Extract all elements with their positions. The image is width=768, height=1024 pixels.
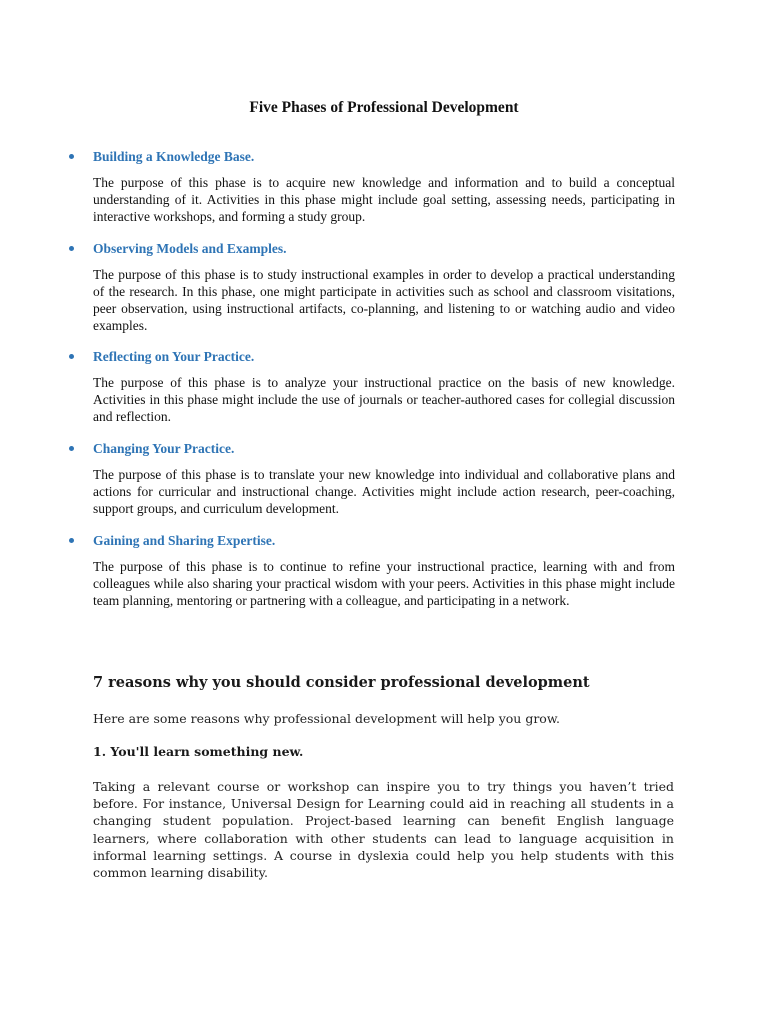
bullet-icon <box>69 154 74 159</box>
bullet-icon <box>69 446 74 451</box>
bullet-icon <box>69 354 74 359</box>
phase-heading-text: Gaining and Sharing Expertise. <box>93 533 276 548</box>
phase-heading-text: Building a Knowledge Base. <box>93 149 255 164</box>
phase-body: The purpose of this phase is to study instructional examples in order to develop a practical understanding of the research. In this phase, one might participate in activities such as school and classroom visitations, peer observation, using instructional artifacts, co-planning, and listening to or watching audio and video examples. <box>93 267 675 333</box>
phase-heading <box>93 148 675 165</box>
phase-body: The purpose of this phase is to acquire new knowledge and information and to build a conceptual understanding of it. Activities in this phase might include goal setting, assessing needs, participating in interactive workshops, and forming a study group. <box>93 175 675 224</box>
phase-heading-text: Changing Your Practice. <box>93 441 235 456</box>
phase-item <box>93 348 675 425</box>
phase-heading <box>93 348 675 365</box>
phase-heading <box>93 440 675 457</box>
phase-heading <box>93 240 675 257</box>
reasons-heading: 7 reasons why you should consider professional development <box>93 674 590 691</box>
phase-item <box>93 240 675 334</box>
phase-body: The purpose of this phase is to analyze your instructional practice on the basis of new knowledge. Activities in this phase might include the use of journals or teacher-authored cases for collegial discussion and reflection. <box>93 375 675 424</box>
phase-item <box>93 532 675 609</box>
reason-1-title: 1. You'll learn something new. <box>93 744 304 759</box>
document-title: Five Phases of Professional Development <box>249 99 519 116</box>
bullet-icon <box>69 246 74 251</box>
phase-heading-text: Observing Models and Examples. <box>93 241 287 256</box>
phase-item <box>93 440 675 517</box>
phase-body: The purpose of this phase is to continue to refine your instructional practice, learning with and from colleagues while also sharing your practical wisdom with your peers. Activities in this phase might include team planning, mentoring or partnering with a colleague, and participating in a network. <box>93 559 675 608</box>
phase-heading <box>93 532 675 549</box>
reason-1-body: Taking a relevant course or workshop can inspire you to try things you haven’t tried before. For instance, Universal Design for Learning could aid in reaching all students in a changing student population. Project-based learning can benefit English language learners, where collaboration with other students can lead to language acquisition in informal learning settings. A course in dyslexia could help you help students with this common learning disability. <box>93 779 674 881</box>
bullet-icon <box>69 538 74 543</box>
phase-heading-text: Reflecting on Your Practice. <box>93 349 255 364</box>
phase-item <box>93 148 675 225</box>
phase-body: The purpose of this phase is to translate your new knowledge into individual and collaborative plans and actions for curricular and instructional change. Activities might include action research, peer-coaching, support groups, and curriculum development. <box>93 467 675 516</box>
reasons-intro: Here are some reasons why professional development will help you grow. <box>93 711 561 726</box>
